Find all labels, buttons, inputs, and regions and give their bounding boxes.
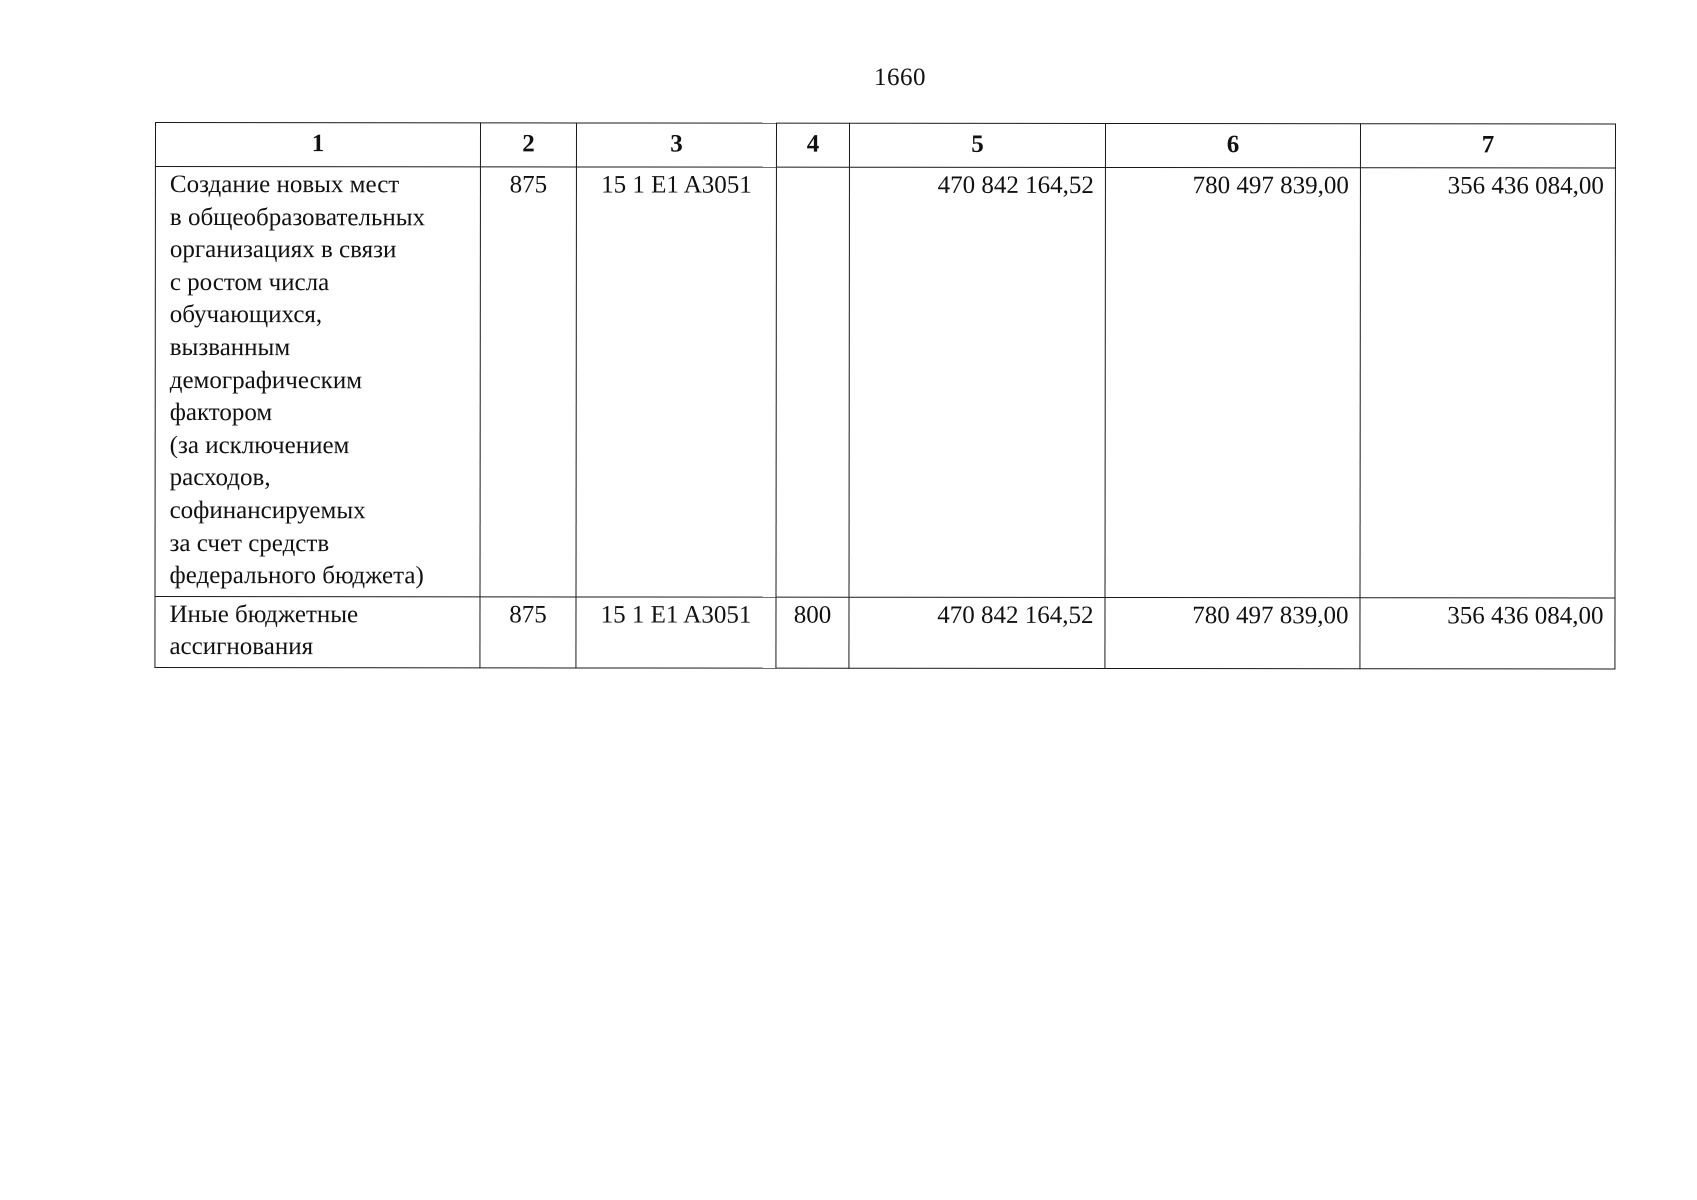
page-number: 1660	[874, 64, 926, 91]
name-line: обучающихся,	[169, 301, 323, 329]
name-line: с ростом числа	[169, 268, 330, 296]
header-col-7: 7	[1360, 124, 1615, 168]
header-col-4: 4	[776, 123, 849, 167]
row-2-col-3: 15 1 E1 A3051	[576, 597, 776, 668]
row-2-col-6: 780 497 839,00	[1105, 597, 1360, 668]
table-row	[155, 167, 1615, 598]
row-1-col-3: 15 1 E1 A3051	[576, 167, 776, 597]
header-row	[155, 123, 1615, 169]
row-1-col-5: 470 842 164,52	[849, 167, 1105, 597]
header-col-1: 1	[155, 123, 480, 167]
name-line: за счет средств	[169, 529, 330, 557]
row-1-col-2: 875	[480, 167, 576, 597]
name-line: вызванным	[169, 333, 291, 362]
name-line: Создание новых мест	[169, 171, 400, 199]
row-2-col-4: 800	[776, 597, 849, 668]
row-1-col-7: 356 436 084,00	[1360, 168, 1615, 598]
budget-table	[154, 122, 1616, 669]
row-1-name	[155, 167, 480, 597]
row-1-col-6: 780 497 839,00	[1105, 167, 1360, 597]
name-line: демографическим	[169, 366, 363, 394]
header-col-6: 6	[1105, 123, 1360, 167]
name-line: федерального бюджета)	[169, 562, 424, 590]
header-col-5: 5	[849, 123, 1105, 167]
name-line: ассигнования	[169, 633, 314, 661]
row-2-col-7: 356 436 084,00	[1360, 597, 1615, 668]
name-line: (за исключением	[169, 431, 350, 459]
row-2-name	[155, 596, 480, 668]
name-line: в общеобразовательных	[169, 203, 426, 231]
row-2-col-2: 875	[480, 597, 576, 668]
table-row	[155, 596, 1615, 669]
name-line: Иные бюджетные	[169, 600, 359, 628]
name-line: расходов,	[169, 464, 271, 492]
header-col-2: 2	[480, 123, 576, 167]
name-line: софинансируемых	[169, 496, 366, 525]
row-2-col-5: 470 842 164,52	[849, 597, 1105, 668]
row-1-col-4	[776, 167, 849, 597]
header-col-3: 3	[576, 123, 776, 167]
name-line: фактором	[169, 399, 273, 427]
name-line: организациях в связи	[169, 236, 397, 264]
